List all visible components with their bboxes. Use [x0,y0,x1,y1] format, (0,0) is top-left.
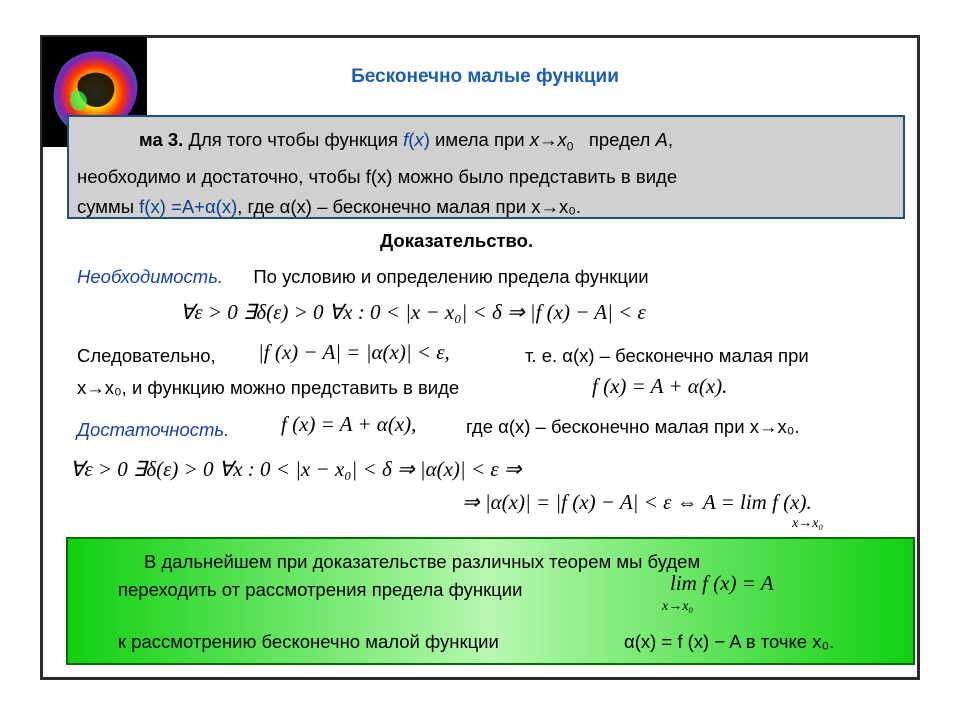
note-line-3: к рассмотрению бесконечно малой функции [118,631,499,652]
formula-4: f (x) = A + α(x), [281,412,417,436]
note-box [66,537,915,665]
note-line-3b: α(x) = f (x) − A в точке x₀. [624,631,835,652]
slide-title: Бесконечно малые функции [351,66,619,87]
proof-heading: Доказательство. [380,230,534,251]
note-line-1: В дальнейшем при доказательстве различных теорем мы будем [144,551,701,572]
consequently-text: Следовательно, [77,345,216,366]
theorem-text-1a: Для того чтобы функция [183,129,404,150]
formula-5: ∀ε > 0 ∃δ(ε) > 0 ∀x : 0 < |x − x₀| < δ ⇒ |α(x)| < ε ⇒ [70,457,522,481]
theorem-label: ма 3. [139,129,184,150]
note-line-2: переходить от рассмотрения предела функции [118,579,523,600]
formula-1: ∀ε > 0 ∃δ(ε) > 0 ∀x : 0 < |x − x₀| < δ ⇒ |f (x) − A| < ε [180,300,646,324]
theorem-formula: f(x) =A+α(x) [139,195,238,217]
note-lim-formula: lim f (x) = A [670,571,774,595]
necessity-label: Необходимость. [77,266,224,287]
theorem-text-1c: предел [583,129,656,150]
theorem-text-3a: суммы [77,195,140,217]
ie-text: т. е. α(x) – бесконечно малая при [525,345,809,366]
sufficiency-label [77,419,229,441]
formula-3: f (x) = A + α(x). [592,374,728,398]
formula-6: ⇒ |α(x)| = |f (x) − A| < ε ⇔ A = lim f (x). [462,490,812,514]
represent-text: x→x₀, и функцию можно представить в виде [77,377,460,398]
theorem-text-3c: , где α(x) – бесконечно малая при x→x₀. [237,195,582,217]
necessity-line [77,266,649,288]
theorem-box [67,115,905,219]
formula-2: |f (x) − A| = |α(x)| < ε, [258,340,450,364]
formula-6-sub: x→x₀ [792,516,824,531]
sufficiency-label-text: Достаточность. [77,419,230,440]
theorem-line-3 [77,192,899,222]
note-lim-sub: x→x₀ [662,599,694,614]
theorem-line-2: необходимо и достаточно, чтобы f(x) можно было представить в виде [77,165,678,187]
theorem-line-1: ма 3. Для того чтобы функция f(x) имела при $x\to x_0$ предел A, [139,129,673,154]
necessity-text: По условию и определению предела функции [253,266,649,287]
sufficiency-text: где α(x) – бесконечно малая при x→x₀. [466,416,800,437]
theorem-text-1b: имела при [429,129,530,150]
